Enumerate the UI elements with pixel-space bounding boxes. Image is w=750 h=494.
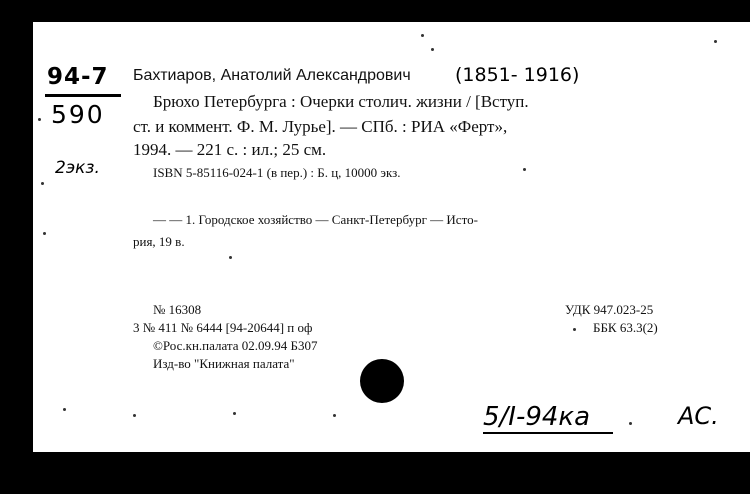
title-line-3: 1994. — 221 с. : ил.; 25 см. (133, 140, 327, 159)
udk-code: УДК 947.023-25 (565, 302, 654, 317)
catalog-card (33, 22, 750, 452)
speck (573, 328, 576, 331)
speck (333, 414, 336, 417)
inventory-mark-underline (483, 432, 613, 434)
handwritten-initials: АС. (678, 402, 719, 430)
speck (523, 168, 526, 171)
record-number: № 16308 (153, 302, 202, 317)
title-line-1: Брюхо Петербурга : Очерки столич. жизни / [Вступ. (153, 92, 529, 111)
speck (63, 408, 66, 411)
speck (133, 414, 136, 417)
speck (629, 422, 632, 425)
record-line-3: ©Рос.кн.палата 02.09.94 Б307 (153, 338, 318, 353)
publisher-line: Изд-во "Книжная палата" (153, 356, 295, 371)
speck (421, 34, 424, 37)
speck (233, 412, 236, 415)
record-line-2: 3 № 411 № 6444 [94-20644] п оф (133, 320, 313, 335)
speck (431, 48, 434, 51)
copies-note: 2экз. (55, 158, 100, 178)
subject-line-2: рия, 19 в. (133, 234, 185, 249)
call-number-bottom: 590 (51, 100, 105, 129)
speck (43, 232, 46, 235)
bbk-code: ББК 63.3(2) (593, 320, 658, 335)
call-number-divider (45, 94, 121, 97)
handwritten-inventory-mark: 5/I-94ка (483, 402, 591, 432)
speck (229, 256, 232, 259)
isbn-line: ISBN 5-85116-024-1 (в пер.) : Б. ц, 10000 экз. (153, 165, 401, 180)
subject-line-1: — — 1. Городское хозяйство — Санкт-Петербург — Исто- (153, 212, 478, 227)
speck (41, 182, 44, 185)
author-dates: (1851- 1916) (455, 64, 580, 86)
call-number-top: 94-7 (47, 64, 109, 90)
author-name: Бахтиаров, Анатолий Александрович (133, 67, 411, 84)
title-line-2: ст. и коммент. Ф. М. Лурье]. — СПб. : РИА «Ферт», (133, 117, 508, 136)
speck (714, 40, 717, 43)
punch-hole (360, 359, 404, 403)
speck (38, 118, 41, 121)
